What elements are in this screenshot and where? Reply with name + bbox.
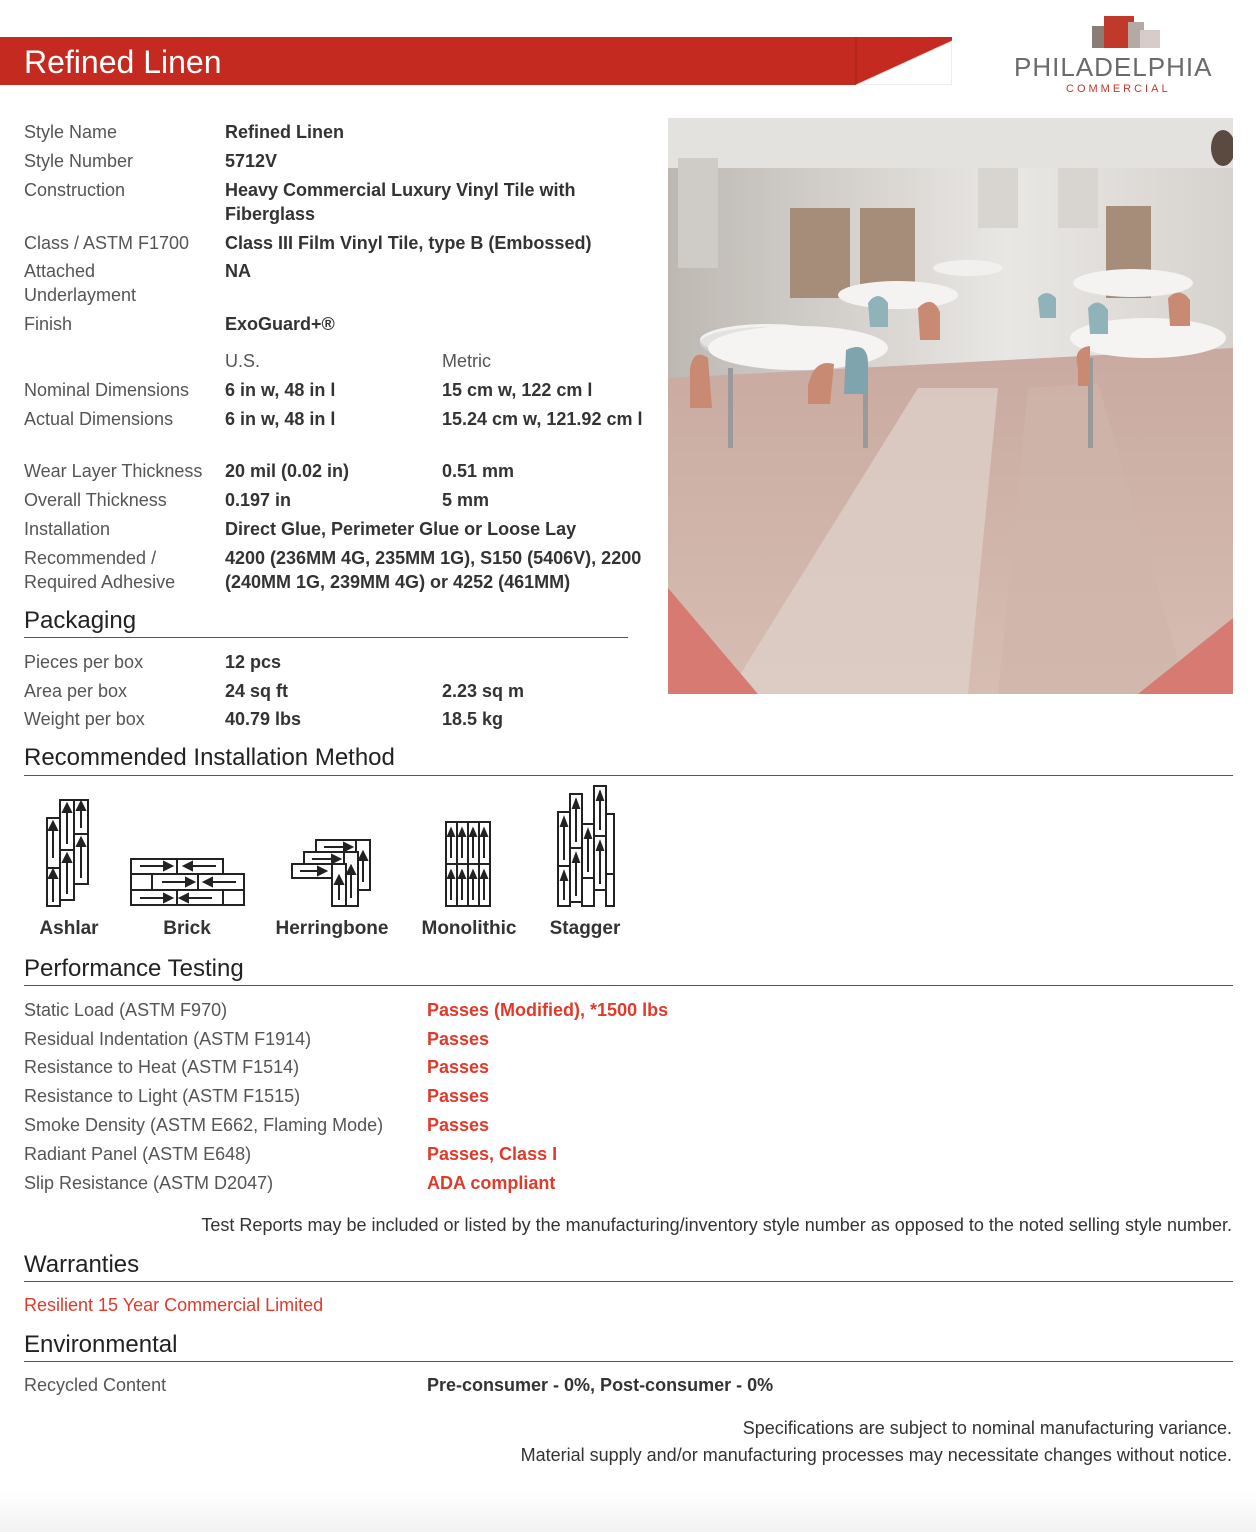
- packaging-divider: [24, 637, 628, 638]
- spec-label: Finish: [24, 314, 73, 334]
- logo-subtitle: COMMERCIAL: [1066, 83, 1171, 95]
- spec-value: Heavy Commercial Luxury Vinyl Tile with Fiberglass: [225, 180, 576, 224]
- install-methods: [24, 780, 644, 950]
- spec-value: 4200 (236MM 4G, 235MM 1G), S150 (5406V), 2200 (240MM 1G, 239MM 4G) or 4252 (461MM): [225, 548, 642, 592]
- spec-value: NA: [225, 261, 251, 281]
- stagger-icon: [556, 784, 616, 910]
- test-reports-note: Test Reports may be included or listed by the manufacturing/inventory style number as opposed to the noted selling style number.: [201, 1215, 1232, 1235]
- install-method-heading: Recommended Installation Method: [24, 744, 395, 771]
- page-bottom-fade: [0, 1490, 1256, 1532]
- install-method-divider: [24, 775, 1233, 776]
- spec-label: Recommended / Required Adhesive: [24, 548, 176, 592]
- spec-label: Class / ASTM F1700: [24, 233, 190, 253]
- spec-value: Refined Linen: [225, 122, 345, 142]
- spec-value-us: 6 in w, 48 in l: [225, 380, 336, 400]
- performance-heading: Performance Testing: [24, 955, 244, 982]
- test-label: Resistance to Light (ASTM F1515): [24, 1086, 301, 1106]
- packaging-value-metric: 2.23 sq m: [442, 681, 525, 701]
- method-label-stagger: Stagger: [549, 918, 621, 939]
- spec-value-metric: 15 cm w, 122 cm l: [442, 380, 593, 400]
- warranties-divider: [24, 1281, 1233, 1282]
- test-label: Residual Indentation (ASTM F1914): [24, 1029, 312, 1049]
- method-label-monolithic: Monolithic: [421, 918, 517, 939]
- environmental-heading: Environmental: [24, 1331, 178, 1358]
- recycled-content-label: Recycled Content: [24, 1375, 167, 1395]
- spec-value: ExoGuard+®: [225, 314, 335, 334]
- spec-label: Construction: [24, 180, 126, 200]
- method-label-brick: Brick: [163, 918, 211, 939]
- test-label: Static Load (ASTM F970): [24, 1000, 228, 1020]
- spec-value: 5712V: [225, 151, 278, 171]
- packaging-label: Area per box: [24, 681, 128, 701]
- packaging-value-us: 40.79 lbs: [225, 709, 302, 729]
- spec-value-us: 20 mil (0.02 in): [225, 461, 350, 481]
- logo-wordmark: PHILADELPHIA: [1014, 52, 1213, 82]
- page-title: Refined Linen: [24, 44, 222, 80]
- product-room-photo: [668, 118, 1233, 694]
- herringbone-icon: [290, 838, 374, 908]
- footer-note-changes: Material supply and/or manufacturing processes may necessitate changes without notice.: [520, 1445, 1232, 1465]
- spec-label: Style Name: [24, 122, 118, 142]
- brick-icon: [130, 858, 246, 908]
- warranty-value: Resilient 15 Year Commercial Limited: [24, 1295, 324, 1315]
- ashlar-icon: [46, 798, 94, 908]
- spec-value-us: 0.197 in: [225, 490, 292, 510]
- spec-label: Attached Underlayment: [24, 261, 137, 305]
- column-header-us: U.S.: [225, 351, 261, 371]
- test-result: Passes: [427, 1029, 490, 1049]
- packaging-label: Pieces per box: [24, 652, 144, 672]
- packaging-heading: Packaging: [24, 607, 137, 634]
- environmental-divider: [24, 1361, 1233, 1362]
- spec-value-metric: 15.24 cm w, 121.92 cm l: [442, 409, 643, 429]
- method-label-ashlar: Ashlar: [39, 918, 99, 939]
- warranties-heading: Warranties: [24, 1251, 140, 1278]
- column-header-metric: Metric: [442, 351, 491, 371]
- performance-divider: [24, 985, 1233, 986]
- spec-label: Nominal Dimensions: [24, 380, 190, 400]
- test-label: Smoke Density (ASTM E662, Flaming Mode): [24, 1115, 384, 1135]
- test-label: Resistance to Heat (ASTM F1514): [24, 1057, 300, 1077]
- packaging-value-metric: 18.5 kg: [442, 709, 504, 729]
- test-label: Slip Resistance (ASTM D2047): [24, 1173, 274, 1193]
- packaging-table: [24, 650, 654, 740]
- spec-value: Direct Glue, Perimeter Glue or Loose Lay: [225, 519, 577, 539]
- method-label-herringbone: Herringbone: [275, 918, 389, 939]
- spec-label: Style Number: [24, 151, 134, 171]
- spec-value-metric: 0.51 mm: [442, 461, 515, 481]
- recycled-content-value: Pre-consumer - 0%, Post-consumer - 0%: [427, 1375, 774, 1395]
- spec-label: Installation: [24, 519, 111, 539]
- spec-label: Actual Dimensions: [24, 409, 174, 429]
- test-result: Passes (Modified), *1500 lbs: [427, 1000, 669, 1020]
- spec-label: Overall Thickness: [24, 490, 167, 510]
- test-label: Radiant Panel (ASTM E648): [24, 1144, 252, 1164]
- spec-label: Wear Layer Thickness: [24, 461, 203, 481]
- test-result: Passes: [427, 1086, 490, 1106]
- packaging-label: Weight per box: [24, 709, 145, 729]
- packaging-value-us: 24 sq ft: [225, 681, 289, 701]
- title-banner: [0, 37, 952, 85]
- spec-value-us: 6 in w, 48 in l: [225, 409, 336, 429]
- test-result: Passes: [427, 1115, 490, 1135]
- footer-note-variance: Specifications are subject to nominal manufacturing variance.: [742, 1418, 1232, 1438]
- test-result: Passes: [427, 1057, 490, 1077]
- spec-value: Class III Film Vinyl Tile, type B (Embossed): [225, 233, 592, 253]
- brand-logo: [1008, 12, 1238, 102]
- test-result: ADA compliant: [427, 1173, 556, 1193]
- spec-value-metric: 5 mm: [442, 490, 490, 510]
- packaging-value-us: 12 pcs: [225, 652, 282, 672]
- monolithic-icon: [444, 820, 492, 910]
- test-result: Passes, Class I: [427, 1144, 558, 1164]
